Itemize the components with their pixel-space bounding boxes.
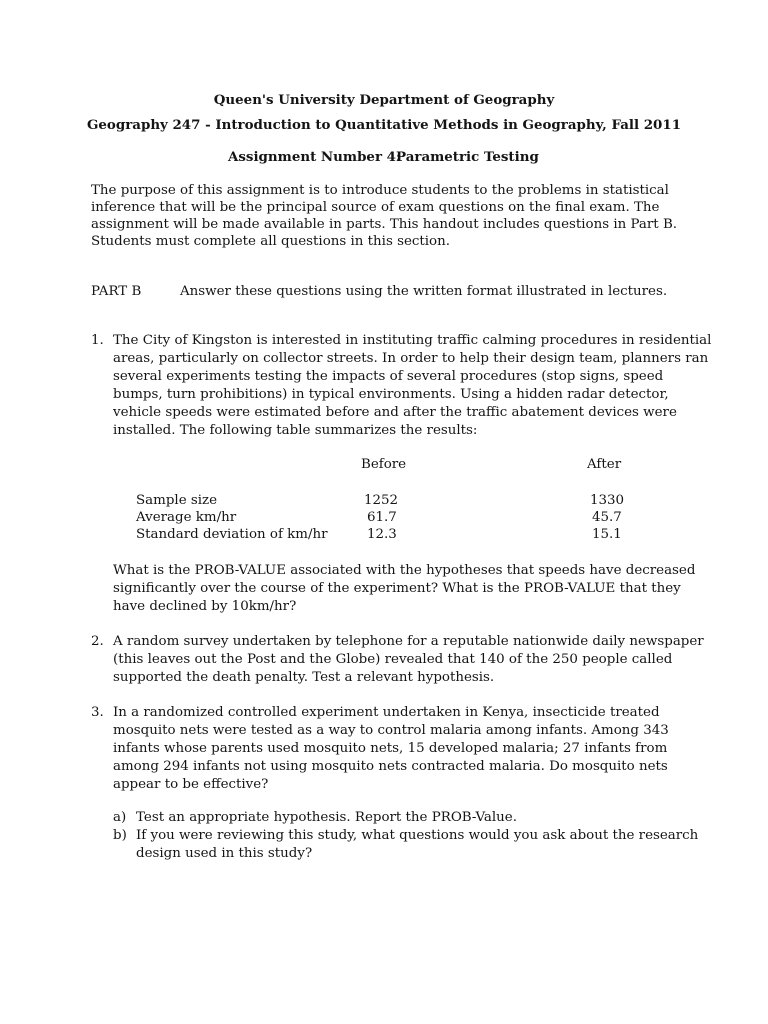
question-number: 3. (91, 705, 104, 720)
sub-question-line: If you were reviewing this study, what questions would you ask about the research (136, 828, 699, 843)
question-line: supported the death penalty. Test a relevant hypothesis. (113, 670, 495, 685)
intro-line: The purpose of this assignment is to introduce students to the problems in statistical (91, 183, 669, 198)
question-line: significantly over the course of the experiment? What is the PROB-VALUE that they (113, 581, 681, 596)
sub-question-marker: b) (113, 828, 127, 843)
question-line: bumps, turn prohibitions) in typical environments. Using a hidden radar detector, (113, 387, 669, 402)
intro-line: Students must complete all questions in this section. (91, 234, 450, 249)
question-line: installed. The following table summarizes the results: (113, 423, 478, 438)
intro-line: inference that will be the principal source of exam questions on the final exam. The (91, 200, 660, 215)
question-line: have declined by 10km/hr? (113, 599, 297, 614)
table-cell-after: 1330 (590, 493, 625, 508)
intro-line: assignment will be made available in parts. This handout includes questions in Part B. (91, 217, 678, 232)
question-line: mosquito nets were tested as a way to control malaria among infants. Among 343 (113, 723, 669, 738)
sub-question-marker: a) (113, 810, 127, 825)
table-cell-after: 15.1 (592, 527, 622, 542)
sub-question-line: design used in this study? (136, 846, 313, 861)
course-heading: Geography 247 - Introduction to Quantitative Methods in Geography, Fall 2011 (86, 117, 682, 133)
assignment-title: Parametric Testing (396, 149, 539, 165)
table-cell-before: 12.3 (367, 527, 397, 542)
table-cell-before: 1252 (364, 493, 399, 508)
table-cell-before: 61.7 (367, 510, 397, 525)
sub-question-line: Test an appropriate hypothesis. Report the PROB-Value. (136, 810, 517, 825)
question-line: infants whose parents used mosquito nets, 15 developed malaria; 27 infants from (113, 741, 668, 756)
table-row-label: Sample size (136, 493, 218, 508)
table-header-before: Before (361, 457, 407, 472)
part-label: PART B (91, 284, 142, 299)
question-line: among 294 infants not using mosquito nets contracted malaria. Do mosquito nets (113, 759, 668, 774)
question-line: A random survey undertaken by telephone for a reputable nationwide daily newspaper (113, 634, 704, 649)
question-line: areas, particularly on collector streets. In order to help their design team, planners ran (113, 351, 709, 366)
question-line: vehicle speeds were estimated before and after the traffic abatement devices were (113, 405, 677, 420)
question-line: In a randomized controlled experiment undertaken in Kenya, insecticide treated (113, 705, 660, 720)
question-line: What is the PROB-VALUE associated with the hypotheses that speeds have decreased (113, 563, 696, 578)
department-heading: Queen's University Department of Geography (213, 92, 555, 108)
table-cell-after: 45.7 (592, 510, 622, 525)
question-number: 1. (91, 333, 104, 348)
table-header-after: After (587, 457, 622, 472)
question-number: 2. (91, 634, 104, 649)
table-row-label: Average km/hr (136, 510, 237, 525)
assignment-label: Assignment Number 4: (228, 149, 401, 165)
table-row-label: Standard deviation of km/hr (136, 527, 328, 542)
part-instruction: Answer these questions using the written format illustrated in lectures. (180, 284, 668, 299)
question-line: (this leaves out the Post and the Globe) revealed that 140 of the 250 people called (113, 652, 673, 667)
question-line: several experiments testing the impacts of several procedures (stop signs, speed (113, 369, 664, 384)
question-line: appear to be effective? (113, 777, 269, 792)
question-line: The City of Kingston is interested in instituting traffic calming procedures in residential (113, 333, 712, 348)
